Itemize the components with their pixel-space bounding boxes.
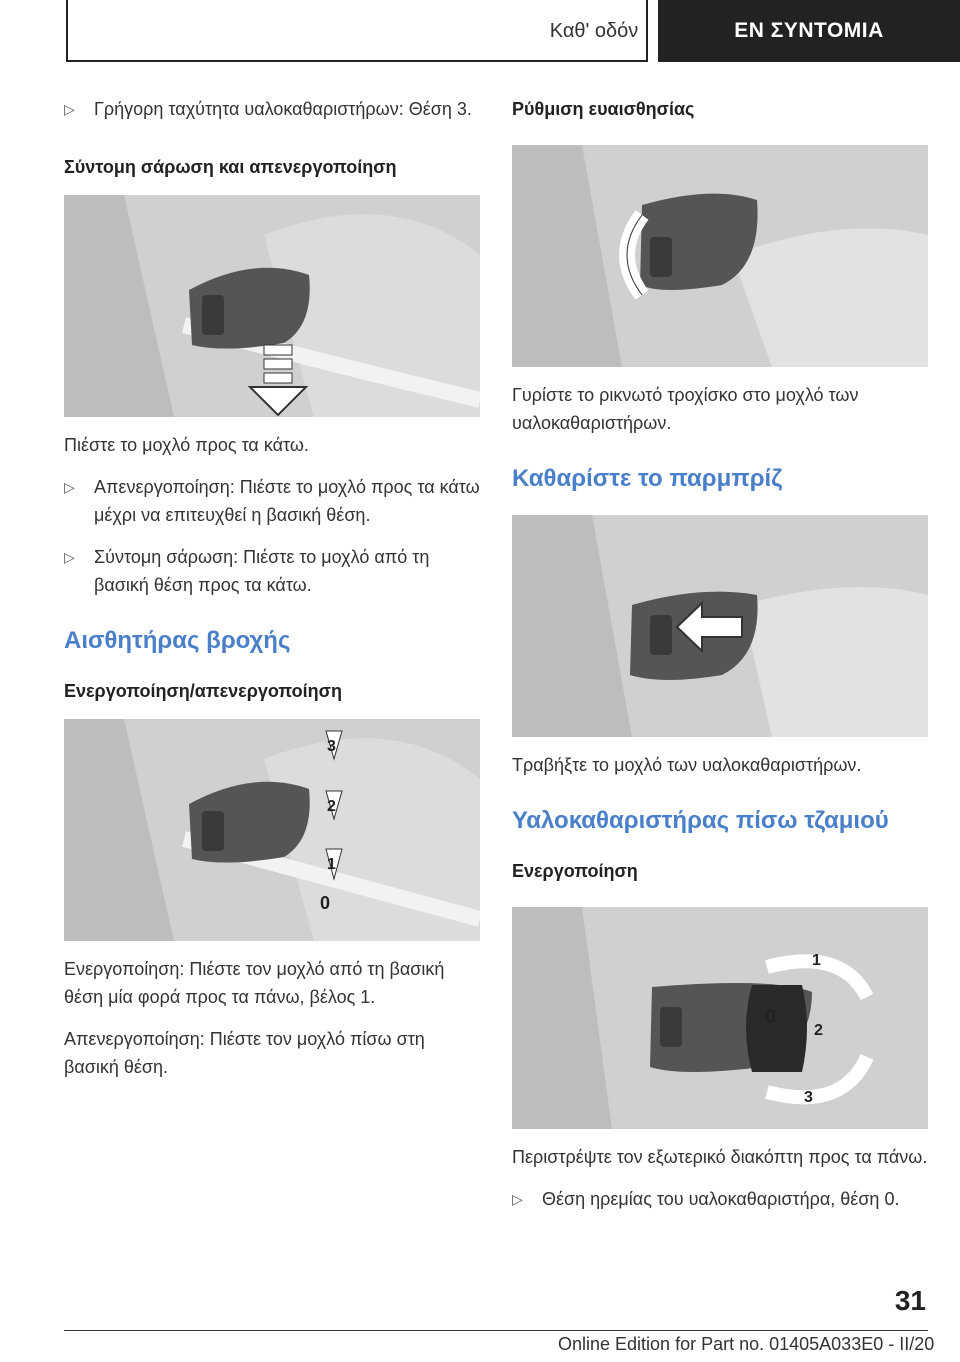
text-deactivate: Απενεργοποίηση: Πιέστε τον μοχλό πίσω στη βασική θέση.: [64, 1029, 425, 1077]
triangle-bullet-icon: ▷: [64, 479, 75, 495]
fig-label-3: 3: [327, 738, 336, 755]
text-press-down: Πιέστε το μοχλό προς τα κάτω.: [64, 435, 309, 455]
figure-lever-down: [64, 195, 480, 417]
figure-rear-wiper: [512, 907, 928, 1129]
heading-rain-sensor: Αισθητήρας βροχής: [64, 627, 291, 654]
heading-clean-windscreen: Καθαρίστε το παρμπρίζ: [512, 465, 783, 492]
footer-edition: Online Edition for Part no. 01405A033E0 - II/20: [558, 1334, 935, 1354]
text-turn-wheel: Γυρίστε το ρικνωτό τροχίσκο στο μοχλό των υαλοκαθαριστήρων.: [512, 385, 859, 433]
heading-sensitivity: Ρύθμιση ευαισθησίας: [512, 99, 695, 119]
header-section: Καθ' οδόν: [549, 19, 639, 42]
fig-label-2: 2: [327, 798, 336, 815]
heading-on-off: Ενεργοποίηση/απενεργοποίηση: [64, 681, 342, 701]
triangle-bullet-icon: ▷: [512, 1191, 523, 1207]
bullet-short-wipe: ▷ Σύντομη σάρωση: Πιέστε το μοχλό από τη βασική θέση προς τα κάτω.: [64, 543, 482, 599]
footer-divider: [64, 1330, 928, 1331]
heading-activation: Ενεργοποίηση: [512, 861, 638, 881]
heading-rear-wiper: Υαλοκαθαριστήρας πίσω τζαμιού: [512, 807, 889, 834]
fig-label-1: 1: [327, 856, 336, 873]
text-pull: Τραβήξτε το μοχλό των υαλοκαθαριστήρων.: [512, 755, 862, 775]
triangle-bullet-icon: ▷: [64, 101, 75, 117]
text-rotate: Περιστρέψτε τον εξωτερικό διακόπτη προς τα πάνω.: [512, 1147, 928, 1167]
right-column: [512, 95, 930, 1227]
bullet-fast-speed: ▷ Γρήγορη ταχύτητα υαλοκαθαριστήρων: Θέση 3.: [64, 95, 482, 123]
figure-pull-lever: [512, 515, 928, 737]
rear-label-0: 0: [765, 1006, 777, 1028]
page-number: 31: [894, 1285, 926, 1316]
rear-label-2: 2: [814, 1022, 823, 1039]
heading-short-wipe: Σύντομη σάρωση και απενεργοποίηση: [64, 157, 397, 177]
bullet-rest-position: ▷ Θέση ηρεμίας του υαλοκαθαριστήρα, θέση 0.: [512, 1185, 930, 1213]
left-column: [64, 95, 482, 1095]
rear-label-3: 3: [804, 1089, 813, 1106]
bullet-deactivate: ▷ Απενεργοποίηση: Πιέστε το μοχλό προς τα κάτω μέχρι να επιτευχθεί η βασική θέση.: [64, 473, 482, 529]
header-chapter: ΕΝ ΣΥΝΤΟΜΙΑ: [658, 0, 960, 62]
text-activate: Ενεργοποίηση: Πιέστε τον μοχλό από τη βασική θέση μία φορά προς τα πάνω, βέλος 1.: [64, 959, 445, 1007]
fig-label-0: 0: [320, 893, 331, 913]
figure-rain-sensor: [64, 719, 480, 941]
rear-label-1: 1: [812, 952, 821, 969]
triangle-bullet-icon: ▷: [64, 549, 75, 565]
figure-sensitivity-wheel: [512, 145, 928, 367]
